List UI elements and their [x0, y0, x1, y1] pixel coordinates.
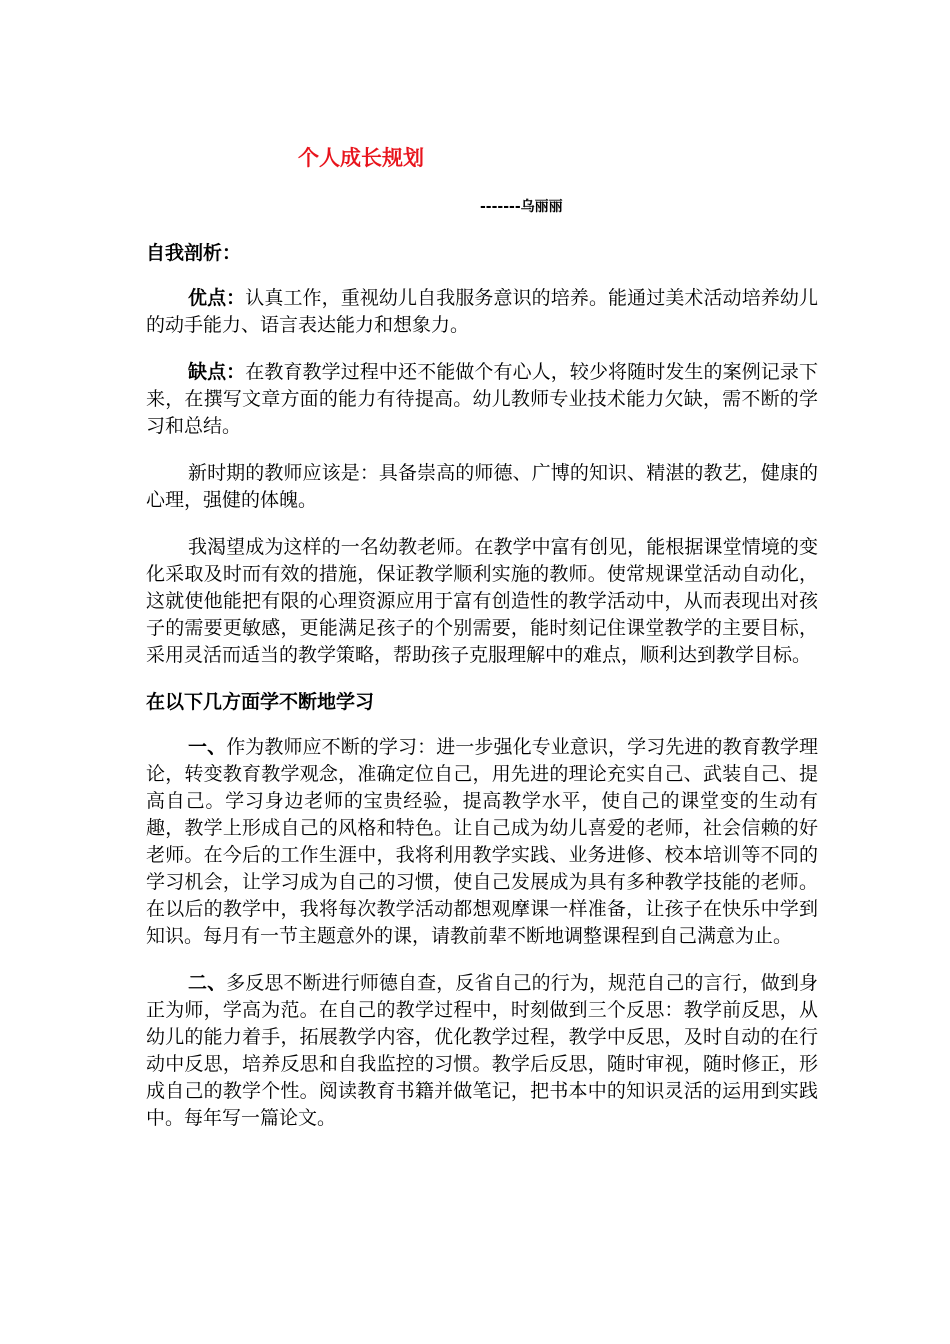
weaknesses-text: 在教育教学过程中还不能做个有心人，较少将随时发生的案例记录下来，在撰写文章方面的能力有待提高。幼儿教师专业技术能力欠缺，需不断的学习和总结。: [146, 361, 818, 437]
weaknesses-label: 缺点：: [188, 361, 246, 383]
section-heading-learning: 在以下几方面学不断地学习: [146, 691, 375, 713]
paragraph-item-one: [146, 734, 818, 950]
document-body: [146, 240, 818, 1152]
item-one-label: 一、: [188, 736, 227, 758]
document-title: 个人成长规划: [298, 146, 424, 170]
paragraph-item-two: [146, 970, 818, 1132]
paragraph-weaknesses: [146, 359, 818, 440]
paragraph-aspiration: 我渴望成为这样的一名幼教老师。在教学中富有创见，能根据课堂情境的变化采取及时而有效的措施，保证教学顺利实施的教师。使常规课堂活动自动化，这就使他能把有限的心理资源应用于富有创造性的教学活动中，从而表现出对孩子的需要更敏感，更能满足孩子的个别需要，能时刻记住课堂教学的主要目标，采用灵活而适当的教学策略，帮助孩子克服理解中的难点，顺利达到教学目标。: [146, 536, 818, 666]
item-two-label: 二、: [188, 972, 227, 994]
strengths-label: 优点：: [188, 287, 246, 309]
paragraph-strengths: [146, 285, 818, 339]
section-heading-self-analysis: 自我剖析：: [146, 242, 242, 264]
item-two-text: 多反思不断进行师德自查，反省自己的行为，规范自己的言行，做到身正为师，学高为范。在自己的教学过程中，时刻做到三个反思：教学前反思，从幼儿的能力着手，拓展教学内容，优化教学过程，教学中反思，及时自动的在行动中反思，培养反思和自我监控的习惯。教学后反思，随时审视，随时修正，形成自己的教学个性。阅读教育书籍并做笔记，把书本中的知识灵活的运用到实践中。每年写一篇论文。: [146, 972, 818, 1129]
strengths-text: 认真工作，重视幼儿自我服务意识的培养。能通过美术活动培养幼儿的动手能力、语言表达能力和想象力。: [146, 287, 818, 336]
paragraph-new-era-teacher: 新时期的教师应该是：具备崇高的师德、广博的知识、精湛的教艺，健康的心理，强健的体魄。: [146, 462, 818, 511]
item-one-text: 作为教师应不断的学习：进一步强化专业意识，学习先进的教育教学理论，转变教育教学观念，准确定位自己，用先进的理论充实自己、武装自己、提高自己。学习身边老师的宝贵经验，提高教学水平，使自己的课堂变的生动有趣，教学上形成自己的风格和特色。让自己成为幼儿喜爱的老师，社会信赖的好老师。在今后的工作生涯中，我将利用教学实践、业务进修、校本培训等不同的学习机会，让学习成为自己的习惯，使自己发展成为具有多种教学技能的老师。在以后的教学中，我将每次教学活动都想观摩课一样准备，让孩子在快乐中学到知识。每月有一节主题意外的课，请教前辈不断地调整课程到自己满意为止。: [146, 736, 818, 947]
author-line: -------乌丽丽: [480, 199, 563, 215]
